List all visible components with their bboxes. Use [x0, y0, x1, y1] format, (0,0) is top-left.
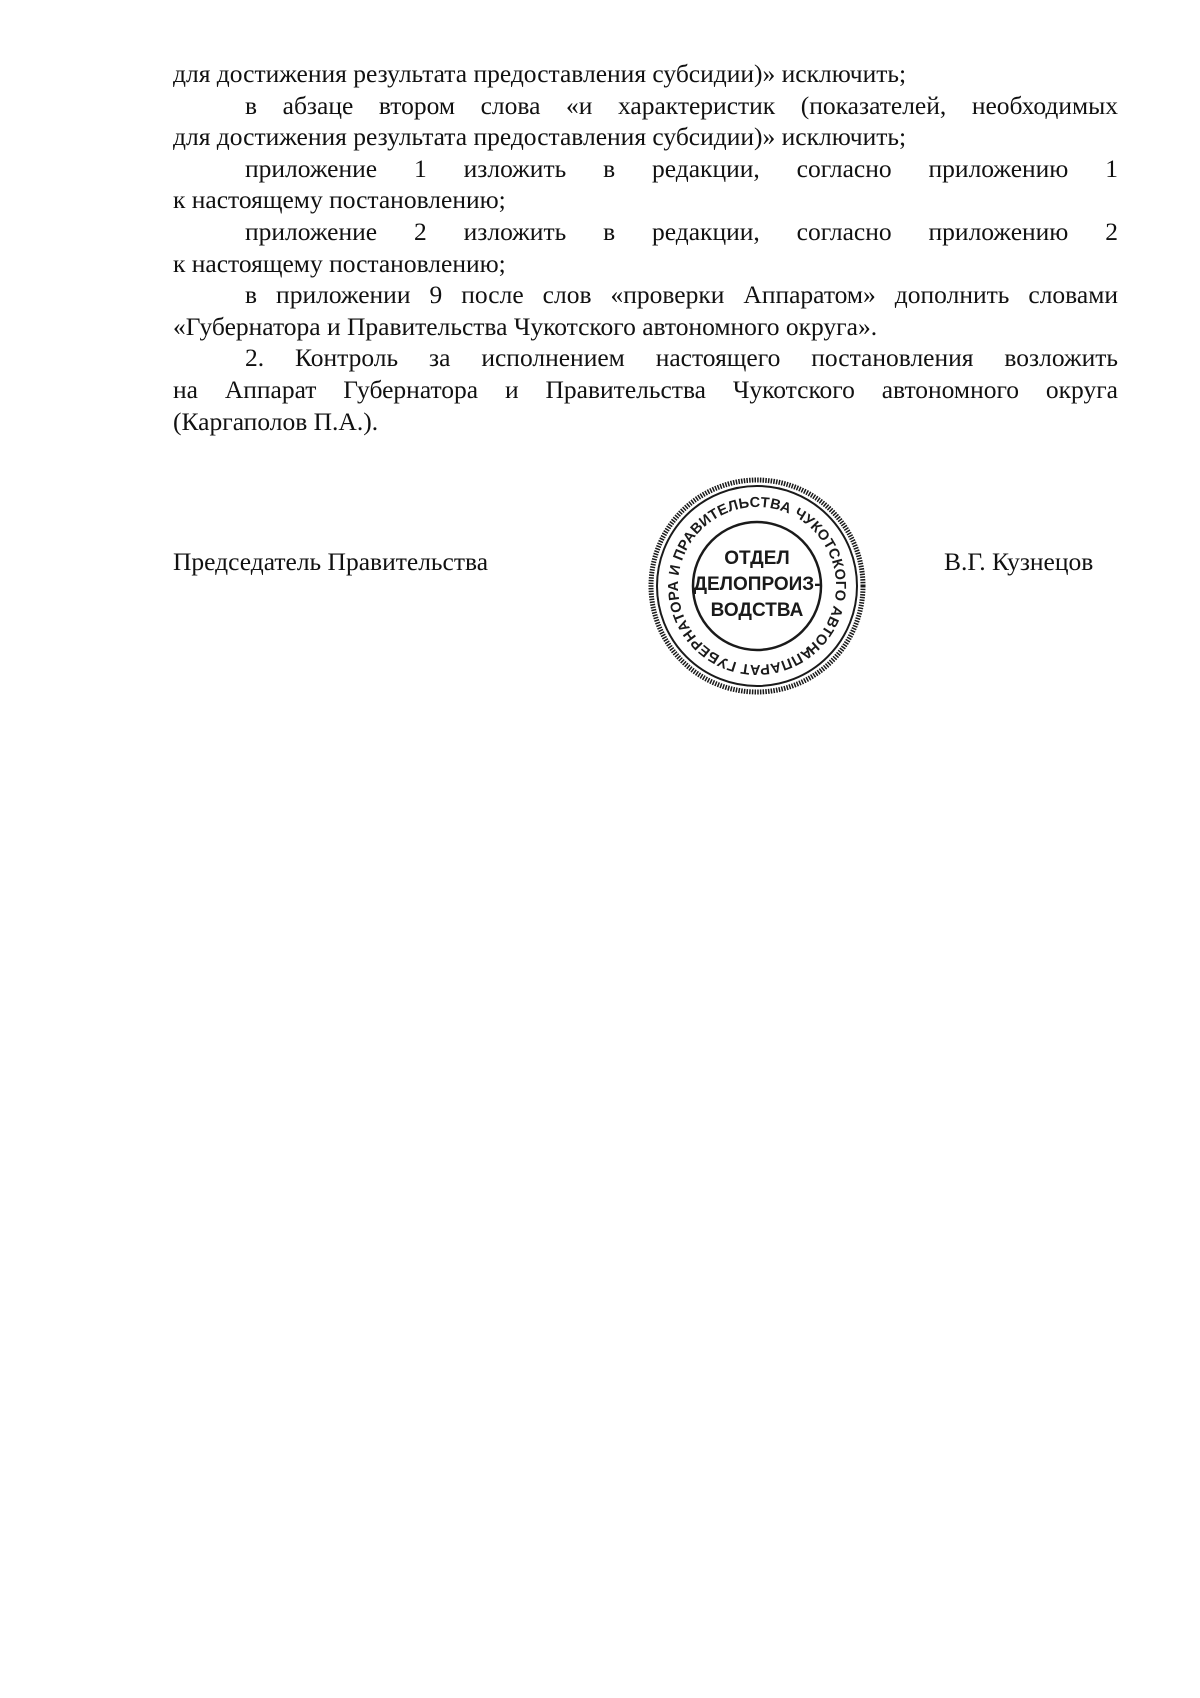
- stamp-seal-icon: [643, 472, 871, 700]
- text-line: в абзаце втором слова «и характеристик (показателей, необходимых: [245, 90, 1118, 120]
- text-line: приложение 1 изложить в редакции, согласно приложению 1: [245, 153, 1118, 183]
- text-line: в приложении 9 после слов «проверки Аппаратом» дополнить словами: [245, 280, 1118, 310]
- text-line: «Губернатора и Правительства Чукотского автономного округа».: [173, 311, 878, 341]
- stamp-ring-text: АППАРАТ ГУБЕРНАТОРА И ПРАВИТЕЛЬСТВА ЧУКОТСКОГО АВТОНОМНОГО: [665, 494, 849, 678]
- text-line: на Аппарат Губернатора и Правительства Чукотского автономного округа: [173, 374, 1118, 404]
- official-stamp: [643, 472, 871, 700]
- signatory-title: Председатель Правительства: [173, 547, 489, 576]
- text-line: для достижения результата предоставления субсидии)» исключить;: [173, 122, 907, 152]
- text-line: для достижения результата предоставления субсидии)» исключить;: [173, 59, 907, 88]
- text-line: к настоящему постановлению;: [173, 248, 506, 278]
- signatory-name: В.Г. Кузнецов: [944, 547, 1094, 576]
- text-line: 2. Контроль за исполнением настоящего постановления возложить: [245, 343, 1118, 373]
- text-line: (Каргаполов П.А.).: [173, 406, 379, 436]
- stamp-center-line: ОТДЕЛ: [724, 548, 790, 569]
- text-line: приложение 2 изложить в редакции, согласно приложению 2: [245, 216, 1118, 246]
- document-body: [173, 58, 1118, 437]
- text-line: к настоящему постановлению;: [173, 185, 506, 215]
- stamp-center-line: ВОДСТВА: [710, 600, 804, 621]
- stamp-center-line: ДЕЛОПРОИЗ-: [693, 574, 821, 595]
